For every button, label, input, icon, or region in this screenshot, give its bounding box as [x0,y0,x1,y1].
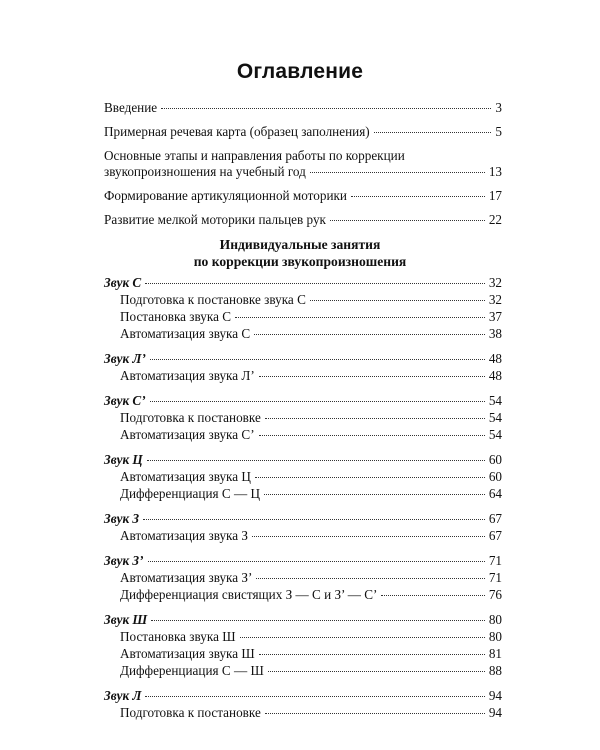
toc-subentry-label: Дифференциация С — Ш [120,663,264,678]
toc-section-page: 71 [488,553,502,568]
toc-section-title: Звук Ц [104,452,143,467]
toc-subentry-label: Автоматизация звука Ш [120,646,255,661]
dot-leader [148,561,485,562]
dot-leader [330,220,485,221]
toc-section-title: Звук Л [104,688,142,703]
toc-subentry-page: 64 [488,486,502,501]
toc-subentry-page: 71 [488,570,502,585]
toc-entry-label: звукопроизношения на учебный год [104,164,306,179]
toc-section-page: 54 [488,393,502,408]
toc-entry-label: Формирование артикуляционной моторики [104,188,347,203]
toc-subentry-page: 54 [488,427,502,442]
toc-subentry-page: 88 [488,663,502,678]
toc-subentry[interactable] [104,410,502,426]
toc-section-page: 67 [488,511,502,526]
toc-subentry-label: Автоматизация звука Ц [120,469,251,484]
toc-entry[interactable] [104,100,502,116]
toc-section-s [104,275,502,342]
toc-entry-page: 13 [488,164,502,179]
toc-subentry-page: 54 [488,410,502,425]
toc-subentry-label: Автоматизация звука С [120,326,251,341]
dot-leader [143,519,485,520]
toc-section-ts [104,452,502,502]
toc-section-z-soft [104,553,502,603]
toc-subentry-page: 32 [488,292,502,307]
toc-section-title: Звук Л’ [104,351,146,366]
toc-entry-label-line1: Основные этапы и направления работы по коррекции [104,148,405,163]
dot-leader [259,435,485,436]
toc-subentry-label: Автоматизация звука З’ [120,570,253,585]
toc-subentry[interactable] [104,486,502,502]
toc-section-title: Звук З [104,511,140,526]
toc-section-heading[interactable] [104,612,502,628]
toc-section-l-soft [104,351,502,384]
toc-entry-page: 3 [495,100,502,115]
subheading-line2: по коррекции звукопроизношения [193,254,407,269]
toc-subentry[interactable] [104,570,502,586]
dot-leader [264,494,485,495]
toc-subentry-label: Дифференциация С — Ц [120,486,260,501]
toc-subentry[interactable] [104,528,502,544]
dot-leader [240,637,485,638]
toc-section-title: Звук Ш [104,612,148,627]
toc-intro [104,100,502,228]
toc-entry-label: Введение [104,100,158,115]
dot-leader [268,671,485,672]
toc-section-heading[interactable] [104,511,502,527]
toc-sections [104,275,502,721]
toc-subentry-page: 48 [488,368,502,383]
toc-subentry[interactable] [104,587,502,603]
toc-section-l [104,688,502,721]
toc-subentry-page: 80 [488,629,502,644]
toc-subentry[interactable] [104,705,502,721]
dot-leader [150,359,485,360]
toc-section-heading[interactable] [104,351,502,367]
toc-subentry-label: Постановка звука Ш [120,629,236,644]
toc-section-heading[interactable] [104,275,502,291]
toc-subentry-page: 94 [488,705,502,720]
dot-leader [310,172,485,173]
toc-entry-label: Примерная речевая карта (образец заполнения) [104,124,370,139]
toc-section-page: 60 [488,452,502,467]
toc-subentry-page: 37 [488,309,502,324]
toc-subentry-label: Автоматизация звука С’ [120,427,255,442]
toc-subentry[interactable] [104,368,502,384]
dot-leader [151,620,485,621]
toc-subentry-page: 60 [488,469,502,484]
dot-leader [235,317,485,318]
dot-leader [256,578,484,579]
toc-section-heading[interactable] [104,553,502,569]
toc-section-page: 94 [488,688,502,703]
toc-entry[interactable] [104,124,502,140]
toc-subentry-label: Подготовка к постановке звука С [120,292,306,307]
toc-subentry[interactable] [104,663,502,679]
toc-section-title: Звук З’ [104,553,144,568]
toc-entry-label: Развитие мелкой моторики пальцев рук [104,212,326,227]
page-title: Оглавление [236,60,364,83]
toc-subentry[interactable] [104,309,502,325]
toc-entry[interactable] [104,148,502,180]
dot-leader [374,132,492,133]
toc-subentry-label: Постановка звука С [120,309,232,324]
dot-leader [381,595,484,596]
toc-section-title: Звук С’ [104,393,146,408]
dot-leader [259,376,485,377]
dot-leader [265,418,485,419]
toc-subentry-label: Подготовка к постановке [120,410,261,425]
toc-section-title: Звук С [104,275,142,290]
toc-section-s-soft [104,393,502,443]
dot-leader [254,334,485,335]
toc-entry-page: 22 [488,212,502,227]
toc-subentry[interactable] [104,629,502,645]
dot-leader [150,401,485,402]
toc-section-page: 80 [488,612,502,627]
dot-leader [252,536,485,537]
toc-section-sh [104,612,502,679]
toc-section-heading[interactable] [104,688,502,704]
toc-subentry[interactable] [104,646,502,662]
dot-leader [310,300,485,301]
toc-subentry[interactable] [104,292,502,308]
toc-subentry-page: 81 [488,646,502,661]
dot-leader [161,108,491,109]
toc-entry-page: 17 [488,188,502,203]
dot-leader [259,654,485,655]
dot-leader [265,713,485,714]
toc-subentry-label: Автоматизация звука З [120,528,249,543]
toc-section-heading[interactable] [104,452,502,468]
subheading-line1: Индивидуальные занятия [219,237,381,252]
toc-entry-page: 5 [495,124,502,139]
dot-leader [145,283,485,284]
toc-section-z [104,511,502,544]
toc-subentry-page: 67 [488,528,502,543]
toc-subentry[interactable] [104,427,502,443]
toc-subentry-label: Автоматизация звука Л’ [120,368,255,383]
dot-leader [147,460,485,461]
toc-entry[interactable] [104,188,502,204]
toc-subentry[interactable] [104,469,502,485]
section-subheading [0,236,600,270]
toc-section-page: 48 [488,351,502,366]
toc-subentry-page: 38 [488,326,502,341]
toc-section-page: 32 [488,275,502,290]
toc-section-heading[interactable] [104,393,502,409]
dot-leader [351,196,485,197]
toc-subentry[interactable] [104,326,502,342]
dot-leader [145,696,484,697]
dot-leader [255,477,485,478]
toc-subentry-label: Подготовка к постановке [120,705,261,720]
toc-subentry-page: 76 [488,587,502,602]
toc-entry[interactable] [104,212,502,228]
toc-subentry-label: Дифференциация свистящих З — С и З’ — С’ [120,587,378,602]
